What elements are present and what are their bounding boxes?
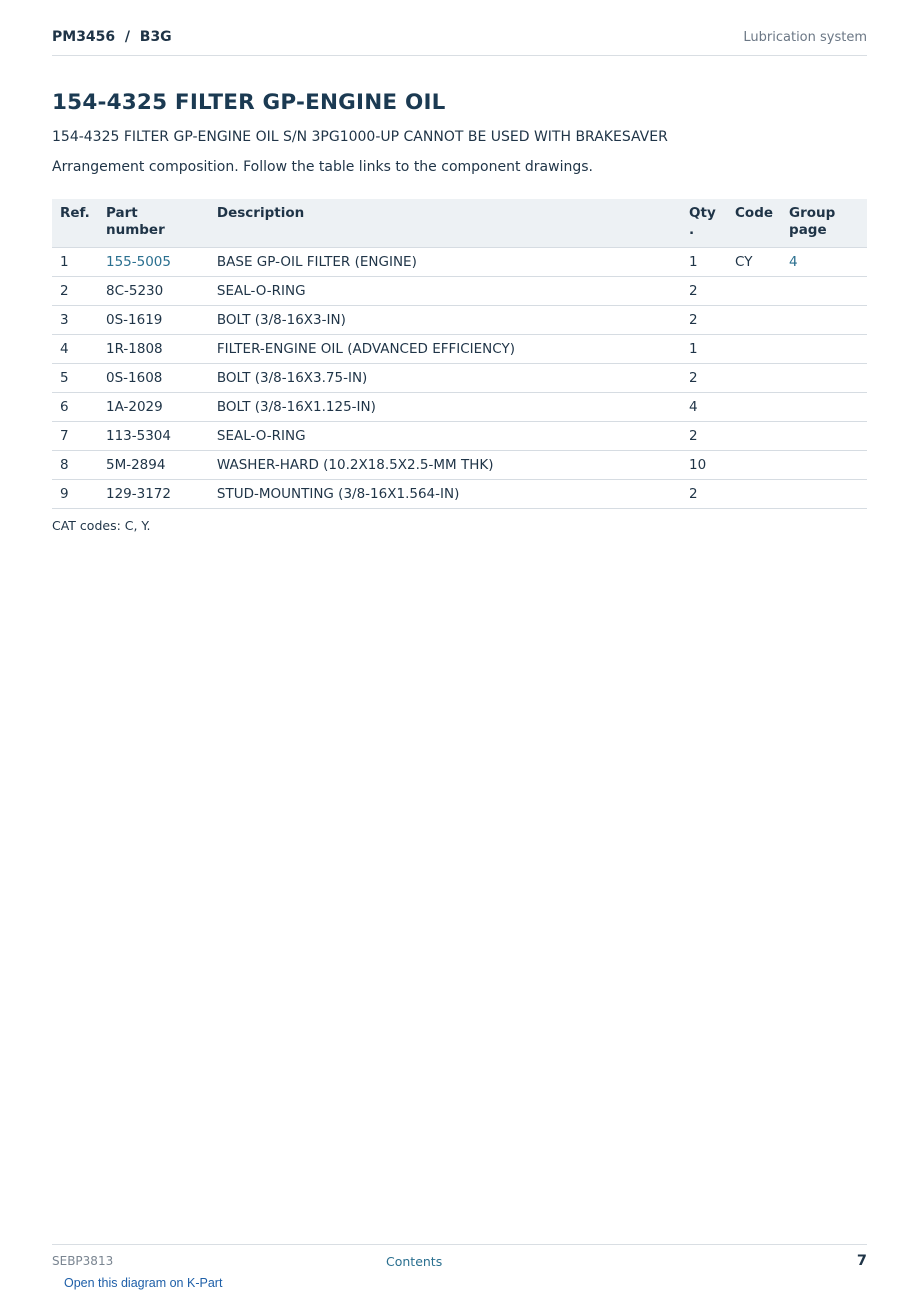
cell-ref: 8 [52,451,98,480]
column-header-code: Code [727,199,781,248]
cell-ref: 4 [52,335,98,364]
cell-code [727,393,781,422]
cell-group-page [781,335,867,364]
cell-ref: 7 [52,422,98,451]
column-header-description: Description [209,199,681,248]
cell-part-number [98,248,209,277]
cell-code [727,277,781,306]
cell-part-number: 8C-5230 [98,277,209,306]
cell-part-number: 0S-1608 [98,364,209,393]
cell-description: BOLT (3/8-16X3-IN) [209,306,681,335]
table-row [52,335,867,364]
cell-description: SEAL-O-RING [209,422,681,451]
contents-link[interactable]: Contents [386,1254,443,1269]
cell-group-page [781,480,867,509]
cell-part-number: 113-5304 [98,422,209,451]
cell-code: CY [727,248,781,277]
page-title: 154-4325 FILTER GP-ENGINE OIL [52,90,446,115]
intro-text: Arrangement composition. Follow the table links to the component drawings. [52,159,593,175]
part-number-link[interactable]: 155-5005 [105,254,171,270]
column-header-part-number: Part number [98,199,209,248]
cell-group-page [781,277,867,306]
table-row [52,306,867,335]
cell-code [727,422,781,451]
cell-qty: 2 [681,277,727,306]
column-header-qty [681,199,727,248]
cell-description: BOLT (3/8-16X1.125-IN) [209,393,681,422]
cell-qty: 10 [681,451,727,480]
table-row [52,277,867,306]
page-number: 7 [856,1253,867,1269]
cell-part-number: 129-3172 [98,480,209,509]
cell-part-number: 0S-1619 [98,306,209,335]
cell-ref: 9 [52,480,98,509]
table-row [52,480,867,509]
cell-ref: 6 [52,393,98,422]
cell-qty: 1 [681,248,727,277]
cell-description: WASHER-HARD (10.2X18.5X2.5-MM THK) [209,451,681,480]
cell-qty: 2 [681,480,727,509]
cell-group-page [781,422,867,451]
cell-qty: 4 [681,393,727,422]
cell-code [727,335,781,364]
cell-ref: 2 [52,277,98,306]
cell-group-page [781,306,867,335]
cell-part-number: 5M-2894 [98,451,209,480]
cell-group-page [781,248,867,277]
cell-part-number: 1A-2029 [98,393,209,422]
group-page-link[interactable]: 4 [789,254,798,270]
document-id: SEBP3813 [52,1254,114,1268]
section-title: Lubrication system [743,30,867,45]
column-header-ref: Ref. [52,199,98,248]
cell-code [727,451,781,480]
cell-group-page [781,451,867,480]
table-row [52,364,867,393]
cell-qty: 2 [681,364,727,393]
cell-code [727,480,781,509]
breadcrumb: PM3456 / B3G [52,29,172,45]
cat-codes-note: CAT codes: C, Y. [52,518,151,533]
cell-description: BASE GP-OIL FILTER (ENGINE) [209,248,681,277]
table-row [52,451,867,480]
cell-description: STUD-MOUNTING (3/8-16X1.564-IN) [209,480,681,509]
kpart-diagram-link[interactable]: Open this diagram on K-Part [64,1276,223,1290]
cell-ref: 5 [52,364,98,393]
cell-code [727,364,781,393]
cell-ref: 3 [52,306,98,335]
table-header-row [52,199,867,248]
cell-qty: 2 [681,306,727,335]
cell-code [727,306,781,335]
cell-description: SEAL-O-RING [209,277,681,306]
page-subtitle: 154-4325 FILTER GP-ENGINE OIL S/N 3PG1000-UP CANNOT BE USED WITH BRAKESAVER [52,129,668,145]
cell-qty: 2 [681,422,727,451]
cell-group-page [781,364,867,393]
cell-description: BOLT (3/8-16X3.75-IN) [209,364,681,393]
page-header [52,29,867,56]
parts-table [52,199,867,509]
page-footer [52,1244,867,1272]
cell-group-page [781,393,867,422]
table-row [52,248,867,277]
column-header-group-page: Group page [781,199,867,248]
column-header-qty-label: Qty . [689,205,716,238]
table-row [52,393,867,422]
cell-ref: 1 [52,248,98,277]
cell-qty: 1 [681,335,727,364]
cell-part-number: 1R-1808 [98,335,209,364]
cell-description: FILTER-ENGINE OIL (ADVANCED EFFICIENCY) [209,335,681,364]
table-row [52,422,867,451]
